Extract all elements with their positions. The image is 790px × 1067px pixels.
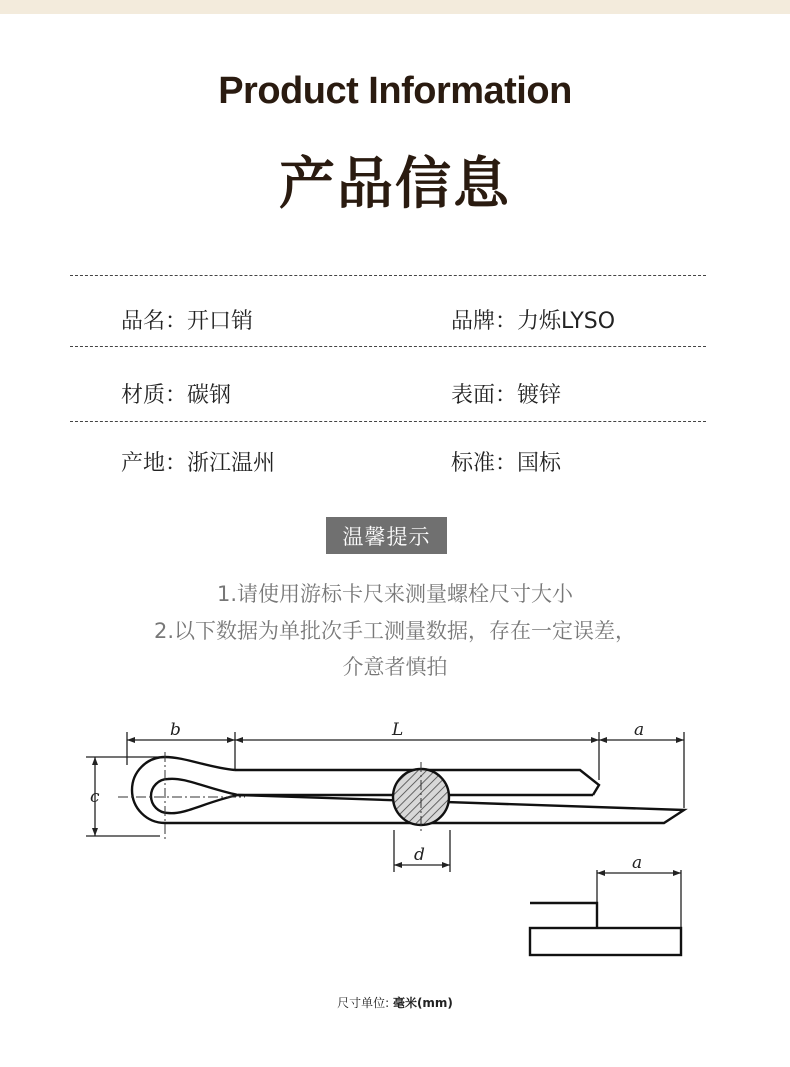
spec-label: 品名： (121, 309, 188, 334)
spec-label: 产地： (121, 451, 188, 476)
label-b: b (170, 720, 181, 740)
label-a: a (634, 720, 645, 740)
spec-label: 材质： (121, 383, 188, 408)
spec-origin (121, 446, 275, 477)
divider-2 (70, 346, 706, 347)
spec-value: 开口销 (187, 309, 254, 334)
spec-standard (451, 446, 561, 477)
spec-label: 标准： (451, 451, 518, 476)
tip-line-2: 2.以下数据为单批次手工测量数据，存在一定误差， (153, 619, 637, 643)
spec-material (121, 378, 231, 409)
spec-label: 品牌： (451, 309, 518, 334)
cotter-pin-diagram (0, 700, 790, 970)
title-cn: 产品信息 (279, 152, 511, 217)
unit-value: 毫米(mm) (392, 996, 453, 1010)
label-c: c (90, 787, 100, 807)
spec-value: 浙江温州 (187, 451, 276, 476)
label-a-detail: a (632, 853, 643, 873)
spec-value: 碳钢 (187, 383, 232, 408)
divider-3 (70, 421, 706, 422)
label-L: L (392, 720, 404, 740)
detail-view (530, 903, 681, 955)
top-band (0, 0, 790, 14)
spec-value: 力烁LYSO (517, 309, 616, 334)
tip-line-3: 介意者慎拍 (342, 655, 448, 679)
spec-label: 表面： (451, 383, 518, 408)
unit-note (0, 994, 790, 1011)
tips-badge: 温馨提示 (326, 517, 447, 554)
spec-surface (451, 378, 561, 409)
spec-value: 国标 (517, 451, 562, 476)
divider-1 (70, 275, 706, 276)
unit-label: 尺寸单位: (337, 996, 393, 1010)
title-en: Product Information (218, 70, 572, 112)
dimension-lines (86, 732, 684, 930)
tip-line-1: 1.请使用游标卡尺来测量螺栓尺寸大小 (216, 582, 574, 606)
spec-value: 镀锌 (517, 383, 562, 408)
spec-brand (451, 304, 615, 335)
spec-product-name (121, 304, 253, 335)
label-d: d (414, 845, 425, 865)
